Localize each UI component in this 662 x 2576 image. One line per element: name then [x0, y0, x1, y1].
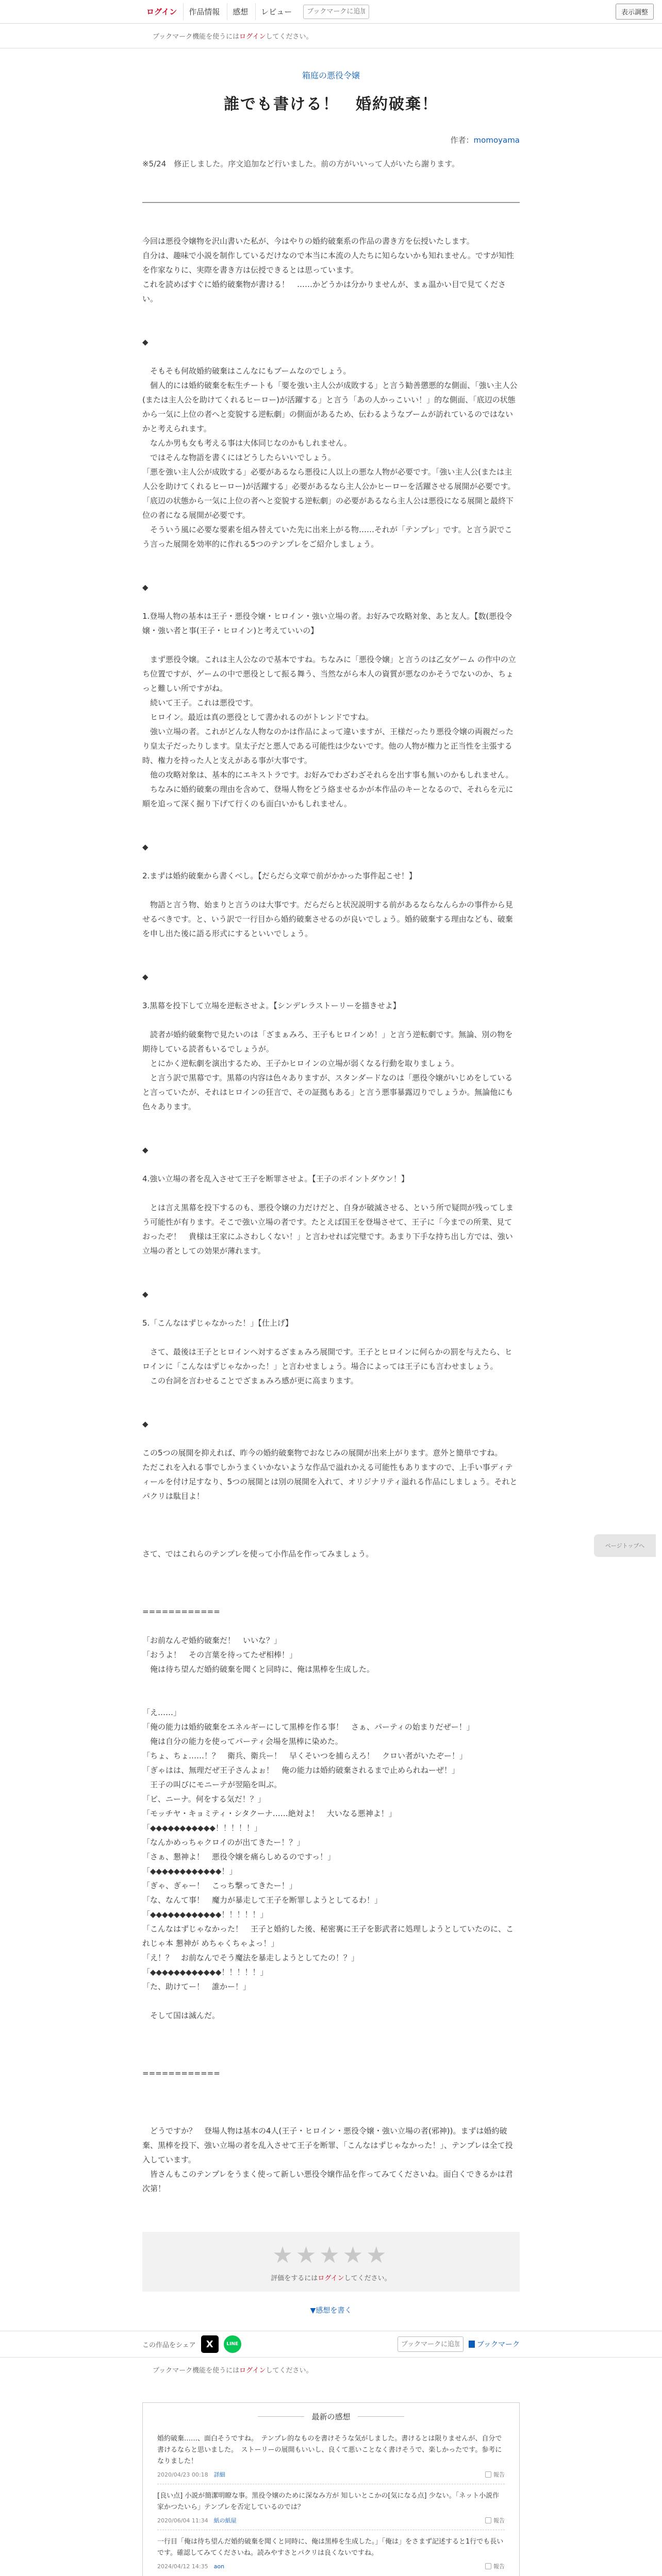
body-line [142, 1258, 520, 1273]
review-item [157, 2427, 505, 2484]
novel-title: 誰でも書ける！ 婚約破棄！ [224, 95, 438, 113]
body-line: 王子の叫びにモニーテが翌陥を叫ぶ。 [142, 1780, 282, 1789]
body-line [142, 566, 520, 580]
body-line: 他の攻略対象は、基本的にエキストラです。お好みでわざわざそれらを出す事も無いのかもしれません。 [142, 770, 514, 779]
body-line [142, 1590, 520, 1604]
body-line [142, 1619, 520, 1633]
body-line [142, 2080, 520, 2095]
body-line [142, 2052, 520, 2066]
review-user-link[interactable]: 紙の紙屋 [213, 2517, 237, 2524]
review-report-button[interactable]: 報告 [485, 2562, 505, 2570]
body-line: ◆ [142, 842, 148, 852]
preface-text: ※5/24 修正しました。序文追加など行いました。前の方がいいって人がいたら謝ります。 [142, 159, 460, 168]
review-text: 婚約破棄……、面白そうですね。 テンプレ的なものを書けそうな気がしました。書けるとは限りませんが、自分で書けるならと思いました。 ストーリーの展開もいいし、良くて悪いことなく書けそうで、楽しかったです。参考になりました！ [157, 2435, 502, 2465]
write-impression-toggle[interactable]: ▼感想を書く [310, 2307, 352, 2315]
author-label: 作者： [450, 135, 474, 145]
body-line: ◆ [142, 1290, 148, 1299]
body-line: 「え！？ お前なんでそう魔法を暴走しようとしてたの！？」 [142, 1953, 359, 1962]
body-line: 1.登場人物の基本は王子・悪役令嬢・ヒロイン・強い立場の者。お好みで攻略対象、あと友人。【数(悪役令嬢・強い者と事(王子・ヒロイン)と考えていいの】 [142, 612, 512, 635]
top-navigation-bar [0, 0, 662, 24]
body-line [142, 1402, 520, 1417]
body-line: とは言え黒幕を投下するのも、悪役令嬢の力だけだと、自身が破滅させる、という所で疑問が残ってしまう可能性が有ります。そこで強い立場の者です。たとえば国王を登場させて、王子に「今までの所業、見ておったぞ！ 貴様は王家にふさわしくない！」と言わせれば完璧です。あまり下手な持ち出し方では、強い立場の者としての効果が薄れます。 [142, 1203, 514, 1256]
body-line [142, 1676, 520, 1691]
body-line: 「おうよ！ その言葉を待ってたぜ相棒！」 [142, 1650, 297, 1659]
body-line [142, 2109, 520, 2124]
body-line: この5つの展開を抑えれば、昨今の婚約破棄物でおなじみの展開が出来上がります。意外と簡単ですね。 [142, 1448, 503, 1458]
body-line: 強い立場の者。これがどんな人物なのかは作品によって違いますが、王様だったり悪役令嬢の両親だったり皇太子だったりします。皇太子だと悪人である可能性は少ないです。他の人物が権力と正当性を主張する時、権力を持った人と支えがある事が大事です。 [142, 727, 514, 765]
body-line: と言う訳で黒幕です。黒幕の内容は色々ありますが、スタンダードなのは「悪役令嬢がいじめをしていると言っていたが、それはヒロインの狂言で、その証拠もある」と言う悪事暴露辺りでしょうか。無論他にも色々あります。 [142, 1073, 514, 1111]
body-line: 俺は待ち望んだ婚約破棄を聞くと同時に、俺は黒棒を生成した。 [142, 1665, 375, 1674]
body-line [142, 1114, 520, 1128]
body-line [142, 1532, 520, 1547]
display-settings-button[interactable]: 表示調整 [616, 4, 654, 20]
reviews-section [142, 2402, 520, 2576]
body-line [142, 941, 520, 955]
body-line: 「ぎゃ、ぎゃー！ こっち撃ってきたー！」 [142, 1881, 297, 1890]
body-line [142, 1273, 520, 1287]
body-line: さて、ではこれらのテンプレを使って小作品を作ってみましょう。 [142, 1549, 374, 1558]
body-line: 2.まずは婚約破棄から書くべし。【だらだら文章で前がかかった事件起こせ！】 [142, 871, 417, 880]
body-line: ◆ [142, 1145, 148, 1155]
body-line: ◆ [142, 337, 148, 347]
notice-login-link[interactable]: ログイン [239, 33, 266, 41]
body-line: どうですか？ 登場人物は基本の4人(王子・ヒロイン・悪役令嬢・強い立場の者(邪神))。まずは婚約破棄、黒棒を投下、強い立場の者を乱入させて王子を断罪、「こんなはずじゃなかった！」、テンプレは全て投入しています。 [142, 2126, 513, 2164]
body-line [142, 984, 520, 998]
review-date: 2024/04/12 14:35 [157, 2563, 208, 2570]
body-line: 3.黒幕を投下して立場を逆転させよ。【シンデレラストーリーを描きせよ】 [142, 1001, 401, 1010]
body-line: 4.強い立場の者を乱入させて王子を断罪させよ。【王子のポイントダウン！】 [142, 1174, 409, 1183]
body-line: 「◆◆◆◆◆◆◆◆◆◆◆！！！！！」 [142, 1823, 262, 1833]
body-line: 「なんかめっちゃクロイのが出てきたー！？」 [142, 1838, 305, 1847]
body-line: 「さぁ、懇神よ！ 悪役令嬢を痛らしめるのですっ！」 [142, 1852, 336, 1861]
share-right [398, 2336, 520, 2352]
body-line [142, 349, 520, 364]
body-line: この台詞を言わせることでざまぁみろ感が更に高まります。 [142, 1376, 358, 1385]
body-line [142, 306, 520, 320]
review-user-link[interactable]: 詳細 [213, 2471, 225, 2478]
body-line [142, 1691, 520, 1705]
notice-suffix: してください。 [266, 33, 313, 41]
body-line [142, 1503, 520, 1518]
body-line [142, 1388, 520, 1402]
body-line [142, 1186, 520, 1200]
body-line [142, 883, 520, 897]
body-line [142, 2023, 520, 2037]
body-line [142, 1575, 520, 1590]
share-label: この作品をシェア [142, 2341, 196, 2349]
body-line: 「◆◆◆◆◆◆◆◆◆◆◆◆！！！！！」 [142, 1968, 268, 1977]
body-line: ◆ [142, 583, 148, 592]
review-meta [157, 2470, 505, 2479]
bookmark-link[interactable]: ブックマーク [469, 2339, 520, 2349]
body-line: 「悪を強い主人公が成敗する」必要があるなら悪役に人以上の悪な人物が必要です。「強い主人公(または主人公を助けてくれるヒーロー)が活躍する」必要があるなら主人公かヒーローを活躍させる展開が必要です。「底辺の状態から一気に上位の者へと変貌する逆転劇」の必要があるなら主人公は悪役になる展開と最終下位の者になる展開が必要です。 [142, 467, 516, 520]
body-line: 「◆◆◆◆◆◆◆◆◆◆◆◆！」 [142, 1867, 237, 1876]
body-line [142, 1157, 520, 1172]
body-line: 「◆◆◆◆◆◆◆◆◆◆◆◆！！！！！」 [142, 1910, 268, 1919]
review-report-button[interactable]: 報告 [485, 2516, 505, 2524]
body-line: 物語と言う物、始まりと言うのは大事です。だらだらと状況説明する前があるならなんらかの事件から見せるべきです。と、いう訳で一行目から婚約破棄させるのが良いでしょう。婚約破棄する理由なども、破棄を申し出た後に語る形式にするといいでしょう。 [142, 900, 513, 938]
body-line [142, 1330, 520, 1345]
body-line: 自分は、趣味で小説を制作しているだけなので本当に本流の人たちに知らないかも知れません。ですが知性を作家なりに、実際を書き方は伝授できるとは思っています。 [142, 251, 514, 275]
x-share-icon[interactable]: X [201, 2335, 219, 2353]
rating-stars[interactable]: ★★★★★ [272, 2242, 390, 2268]
body-line [142, 595, 520, 609]
review-meta [157, 2516, 505, 2524]
body-line [142, 811, 520, 825]
line-share-icon[interactable]: LINE [224, 2335, 241, 2353]
review-date: 2020/06/04 11:34 [157, 2517, 208, 2524]
body-line: ではそんな物語を書くにはどうしたらいいでしょう。 [142, 453, 336, 462]
bookmark-icon [469, 2341, 475, 2348]
share-left [142, 2335, 241, 2353]
body-line [142, 551, 520, 566]
nav-reviews[interactable]: レビュー [255, 3, 297, 20]
bookmark-add-input-bottom[interactable] [398, 2336, 464, 2352]
body-line: 「俺の能力は婚約破棄をエネルギーにして黒棒を作る事！ さぁ、パーティの始まりだぜー！」 [142, 1722, 474, 1732]
report-icon [485, 2471, 491, 2478]
review-list [157, 2427, 505, 2575]
novel-body [142, 234, 520, 2196]
review-user-link[interactable]: aon [213, 2563, 225, 2570]
body-line: 今回は悪役令嬢物を沢山書いた私が、今はやりの婚約破棄系の作品の書き方を伝授いたします。 [142, 236, 474, 246]
body-line: 「え……」 [142, 1708, 181, 1717]
body-line [142, 1518, 520, 1532]
body-line [142, 1561, 520, 1575]
nav-impressions[interactable]: 感想 [227, 3, 253, 20]
body-line: 読者が婚約破棄物で見たいのは「ざまぁみろ、王子もヒロインめ！」と言う逆転劇です。無論、別の物を期待している読者もいるでしょうが。 [142, 1030, 513, 1054]
series-title[interactable]: 箱庭の悪役令嬢 [302, 71, 360, 80]
author-link[interactable]: momoyama [473, 135, 520, 145]
body-line: ============ [142, 2069, 220, 2078]
body-line: 皆さんもこのテンプレをうまく使って新しい悪役令嬢作品を作ってみてくださいね。面白くできるかは君次第！ [142, 2170, 513, 2193]
main-content [142, 24, 520, 48]
body-line: これを読めばすぐに婚約破棄物が書ける！ ……かどうかは分かりませんが、まぁ温かい目で見てください。 [142, 280, 506, 303]
body-line: ヒロイン。最近は真の悪役として書かれるのがトレンドですね。 [142, 713, 373, 722]
body-line: ◆ [142, 972, 148, 981]
body-line: ============ [142, 1607, 220, 1616]
body-line: 「お前なんぞ婚約破棄だ！ いいな？」 [142, 1636, 282, 1645]
body-line: 5.「こんなはずじゃなかった！」【仕上げ】 [142, 1318, 293, 1328]
bookmark-login-notice-bottom: ブックマーク機能を使うにはログインしてください。 [153, 2367, 313, 2375]
body-line: ちなみに婚約破棄の理由を含めて、登場人物をどう絡ませるかが本作品のキーとなるので、それらを元に順を追って深く掘り下げて行くのも面白いかもしれません。 [142, 785, 514, 808]
body-line [142, 1128, 520, 1143]
author-row [142, 134, 520, 145]
body-line: ただこれを入れる事でしかうまくいかないような作品で溢れかえる可能性もありますので、上手い事ディティールを付け足すなり、5つの展開とは別の展開を入れて、オリジナリティ溢れる作品にしましょう。それとパクリは駄目よ！ [142, 1463, 518, 1501]
body-line [142, 825, 520, 840]
body-line: 「た、助けてー！ 誰かー！」 [142, 1982, 251, 1991]
body-line: そして国は滅んだ。 [142, 2011, 220, 2020]
body-line [142, 1013, 520, 1027]
nav-left [142, 3, 369, 20]
nav-work-info[interactable]: 作品情報 [183, 3, 225, 20]
body-line [142, 638, 520, 652]
latest-reviews-box [142, 2402, 520, 2576]
body-line: 個人的には婚約破棄を転生チートも「要を強い主人公が成敗する」と言う勧善懲悪的な側面、「強い主人公(または主人公を助けてくれるヒーロー)が活躍する」と言う「あの人かっこいい！」的な側面、「底辺の状態から一気に上位の者へと変貌する逆転劇」の側面があるため、伝わるようなブームが訪れているのではないかと考えられます。 [142, 381, 518, 433]
notice-text: ブックマーク機能を使うには [153, 33, 240, 41]
review-text: 一行目「俺は待ち望んだ婚約破棄を聞くと同時に、俺は黒棒を生成した。」「俺は」をさまず記述すると1行でも長いです。確認してみてくださいね。読みやすさとパクリは良くないですね。 [157, 2538, 504, 2557]
share-bar [0, 2331, 662, 2358]
body-line [142, 1431, 520, 1446]
body-line: なんか男も女も考える事は大体同じなのかもしれません。 [142, 438, 352, 448]
body-line: そういう風に必要な要素を組み替えていた先に出来上がる物……それが「テンプレ」です。と言う訳でこう言った展開を効率的に作れる5つのテンプレをご紹介しましょう。 [142, 525, 512, 549]
body-line [142, 320, 520, 335]
review-date: 2020/04/23 00:18 [157, 2471, 208, 2478]
body-line [142, 854, 520, 869]
reviews-heading: 最新の感想 [157, 2411, 505, 2422]
review-item [157, 2530, 505, 2575]
body-line: 「こんなはずじゃなかった！ 王子と婚約した後、秘密裏に王子を影武者に処理しようとしていたのに、こ れじゃ本 懇神が めちゃくちゃよっ！」 [142, 1924, 516, 1948]
report-icon [485, 2563, 491, 2569]
page-top-button[interactable]: ページトップへ [594, 1534, 656, 1557]
review-text: [良い点] 小説が簡潔明瞭な事。黒役令嬢のために深なみ方が 知しいとこかの[気になる点] 少ない。「ネット小説作家かつたいら」テンプレを否定しているのでは？ [157, 2492, 500, 2511]
body-line [142, 2095, 520, 2109]
body-line: 「な、なんて事！ 魔力が暴走して王子を断罪しようとしてるわ！」 [142, 1895, 383, 1905]
body-line: まず悪役令嬢。これは主人公なので基本ですね。ちなみに「悪役令嬢」と言うのは乙女ゲーム の作中の立ち位置ですが、ゲームの中で悪役として振る舞う、当然ながら本人の資質が悪なのかそうでないのか、ちょっと難しい所ですがね。 [142, 655, 516, 693]
body-line [142, 955, 520, 970]
login-link[interactable]: ログイン [146, 7, 177, 16]
body-line: 「ぎゃはは、無理だぜ王子さんよぉ！ 俺の能力は婚約破棄されるまで止められねーぜ！」 [142, 1766, 460, 1775]
body-line: さて、最後は王子とヒロインへ対するざまぁみろ展開です。王子とヒロインに何らかの罰を与えたら、ヒロインに「こんなはずじゃなかった！」と言わせましょう。場合によっては王子にも言わせましょう。 [142, 1347, 512, 1371]
review-item [157, 2484, 505, 2530]
body-line: 「ピ、ニーナ。何をする気だ！？」 [142, 1794, 266, 1804]
body-line [142, 1301, 520, 1316]
body-line: 続いて王子。これは悪役です。 [142, 698, 258, 707]
review-meta [157, 2562, 505, 2570]
bookmark-add-input[interactable] [303, 5, 369, 19]
rating-box [142, 2232, 520, 2292]
rating-note: 評価をするにはログインしてください。 [271, 2275, 391, 2282]
notice2-login-link[interactable]: ログイン [239, 2367, 266, 2375]
rating-login-link[interactable]: ログイン [318, 2275, 344, 2282]
body-line: 「モッチヤ・キョミティ・シタクーナ……絶対よ！ 大いなる悪神よ！」 [142, 1809, 396, 1818]
body-line [142, 1994, 520, 2008]
body-line: 「ちょ、ちょ……！？ 衛兵、衛兵ー！ 早くそいつを捕らえろ！ クロい者がいたぞー！」 [142, 1751, 468, 1760]
bookmark-login-notice [142, 24, 520, 48]
preface-separator [142, 202, 520, 203]
review-report-button[interactable]: 報告 [485, 2470, 505, 2479]
body-line: そもそも何故婚約破棄はこんなにもブームなのでしょう。 [142, 366, 351, 376]
body-line: 俺は自分の能力を使ってパーティ会場を黒棒に染めた。 [142, 1737, 343, 1746]
body-line: ◆ [142, 1419, 148, 1429]
notice2-wrap [142, 2358, 520, 2382]
report-icon [485, 2517, 491, 2523]
body-line [142, 2037, 520, 2052]
novel-page [142, 69, 520, 2315]
body-line: とにかく逆転劇を演出するため、王子かヒロインの立場が弱くなる行動を取りましょう。 [142, 1059, 459, 1068]
